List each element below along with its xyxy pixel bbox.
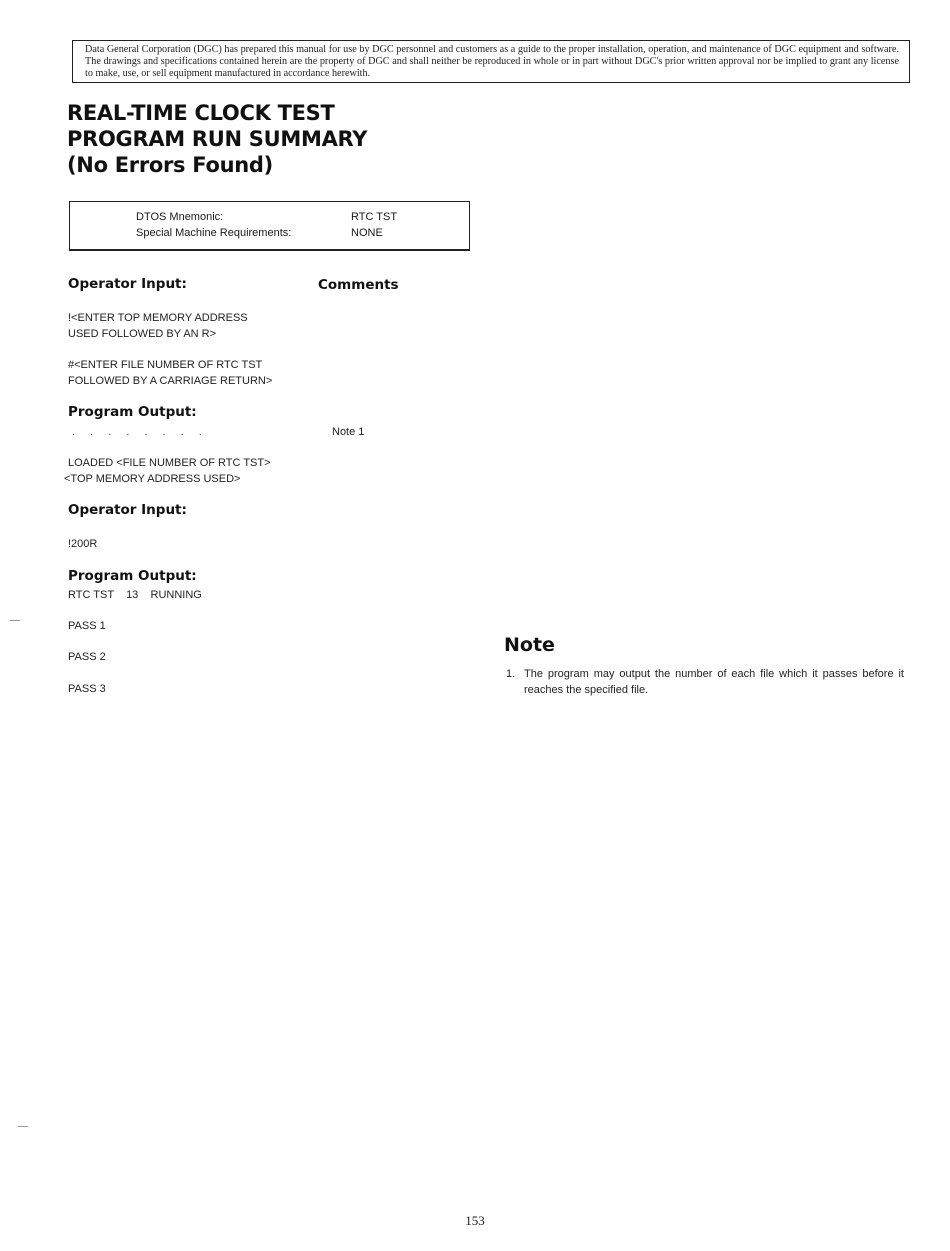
spec-value-mnemonic: RTC TST xyxy=(351,211,398,223)
program-output-line: <TOP MEMORY ADDRESS USED> xyxy=(64,473,241,485)
operator-input-line: !200R xyxy=(68,538,98,550)
operator-input-line: !<ENTER TOP MEMORY ADDRESS xyxy=(68,312,248,324)
specifications-box xyxy=(69,201,470,251)
program-output-heading: Program Output: xyxy=(68,404,197,420)
margin-mark xyxy=(10,620,20,621)
spec-label-requirements: Special Machine Requirements: xyxy=(136,227,292,239)
title-line-2: PROGRAM RUN SUMMARY xyxy=(67,127,368,151)
copyright-notice: Data General Corporation (DGC) has prepared this manual for use by DGC personnel and customers as a guide to the proper installation, operation, and maintenance of DGC equipment and software. The drawings and specifications contained herein are the property of DGC and shall neither be reproduced in whole or in part without DGC's prior written approval nor be implied to grant any license to make, use, or sell equipment manufactured in accordance herewith. xyxy=(72,40,910,83)
operator-input-heading: Operator Input: xyxy=(68,276,187,292)
note-heading: Note xyxy=(504,634,555,656)
pass-line: PASS 1 xyxy=(68,620,106,632)
pass-line: PASS 2 xyxy=(68,651,106,663)
output-dots: . . . . . . . . xyxy=(72,426,208,438)
program-output-line: RTC TST 13 RUNNING xyxy=(68,589,202,601)
note-item xyxy=(506,667,904,698)
title-line-1: REAL-TIME CLOCK TEST xyxy=(67,101,335,125)
operator-input-line: FOLLOWED BY A CARRIAGE RETURN> xyxy=(68,375,273,387)
operator-input-heading-2: Operator Input: xyxy=(68,502,187,518)
spec-value-requirements: NONE xyxy=(351,227,383,239)
spec-label-mnemonic: DTOS Mnemonic: xyxy=(136,211,224,223)
title-line-3: (No Errors Found) xyxy=(67,153,273,177)
page-number: 153 xyxy=(465,1213,485,1228)
pass-line: PASS 3 xyxy=(68,683,106,695)
comments-heading: Comments xyxy=(318,277,399,293)
page-title xyxy=(67,100,367,178)
operator-input-line: USED FOLLOWED BY AN R> xyxy=(68,328,217,340)
operator-input-line: #<ENTER FILE NUMBER OF RTC TST xyxy=(68,359,263,371)
program-output-line: LOADED <FILE NUMBER OF RTC TST> xyxy=(68,457,271,469)
note-number: 1. xyxy=(506,668,516,680)
margin-mark xyxy=(18,1126,28,1127)
note-text: The program may output the number of each file which it passes before it reaches the specified file. xyxy=(524,668,904,696)
note-reference: Note 1 xyxy=(332,426,365,438)
program-output-heading-2: Program Output: xyxy=(68,568,197,584)
